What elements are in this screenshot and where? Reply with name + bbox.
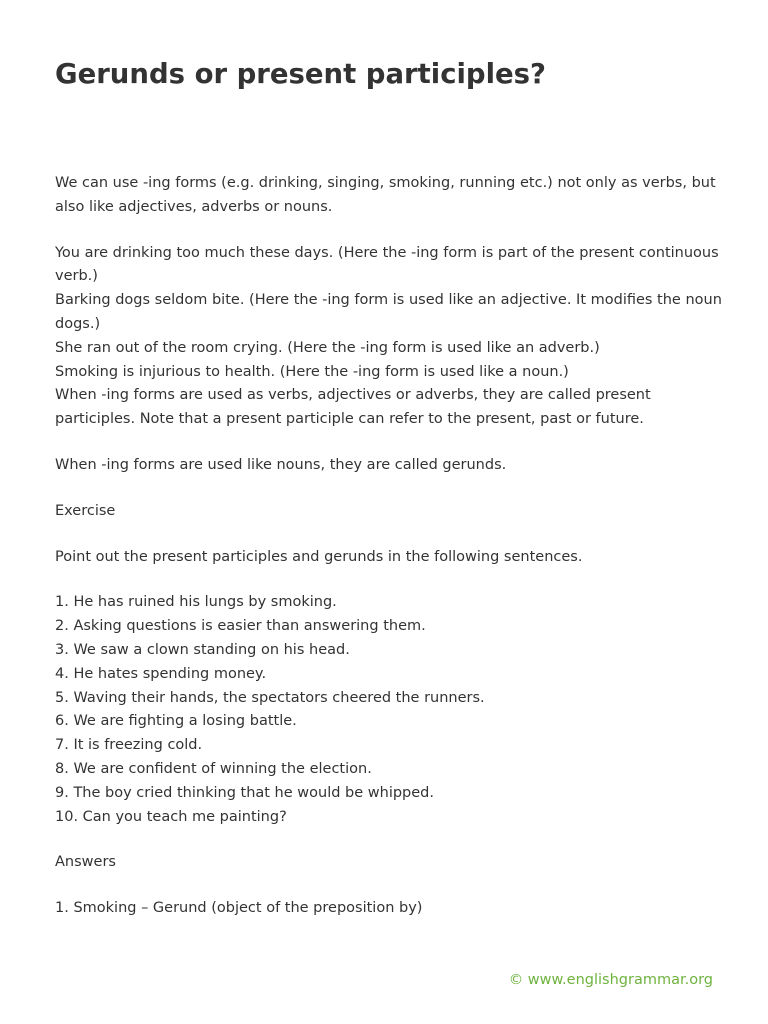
exercise-item: 10. Can you teach me painting? [55, 808, 287, 825]
example-line: You are drinking too much these days. (Here the -ing form is part of the present continuous verb.) [55, 244, 719, 285]
exercise-instruction: Point out the present participles and gerunds in the following sentences. [55, 548, 583, 565]
footer-copyright: © www.englishgrammar.org [508, 972, 713, 988]
exercise-item: 3. We saw a clown standing on his head. [55, 641, 350, 658]
example-line: Barking dogs seldom bite. (Here the -ing form is used like an adjective. It modifies the noun dogs.) [55, 292, 722, 332]
exercise-item: 6. We are fighting a losing battle. [55, 713, 297, 730]
example-line: Smoking is injurious to health. (Here the -ing form is used like a noun.) [55, 363, 569, 380]
exercise-heading: Exercise [55, 502, 116, 519]
answers-list [55, 897, 725, 921]
exercise-item: 2. Asking questions is easier than answering them. [55, 618, 426, 635]
example-line: When -ing forms are used as verbs, adjectives or adverbs, they are called present participles. Note that a present participle can refer to the present, past or future. [55, 387, 651, 428]
gerund-note: When -ing forms are used like nouns, they are called gerunds. [55, 456, 507, 473]
examples-block [55, 242, 725, 432]
exercise-item: 1. He has ruined his lungs by smoking. [55, 594, 337, 611]
answers-heading: Answers [55, 854, 116, 871]
example-line: She ran out of the room crying. (Here the -ing form is used like an adverb.) [55, 339, 600, 356]
answer-item: 1. Smoking – Gerund (object of the preposition by) [55, 900, 423, 917]
intro-paragraph: We can use -ing forms (e.g. drinking, singing, smoking, running etc.) not only as verbs, but also like adjectives, adverbs or nouns. [55, 175, 716, 215]
exercise-item: 5. Waving their hands, the spectators cheered the runners. [55, 689, 485, 706]
page-title: Gerunds or present participles? [55, 58, 546, 90]
exercise-item: 7. It is freezing cold. [55, 737, 203, 754]
exercise-item: 9. The boy cried thinking that he would be whipped. [55, 784, 434, 801]
exercise-item: 8. We are confident of winning the election. [55, 760, 372, 777]
document-body [55, 172, 725, 921]
exercise-list [55, 591, 725, 829]
exercise-item: 4. He hates spending money. [55, 665, 267, 682]
